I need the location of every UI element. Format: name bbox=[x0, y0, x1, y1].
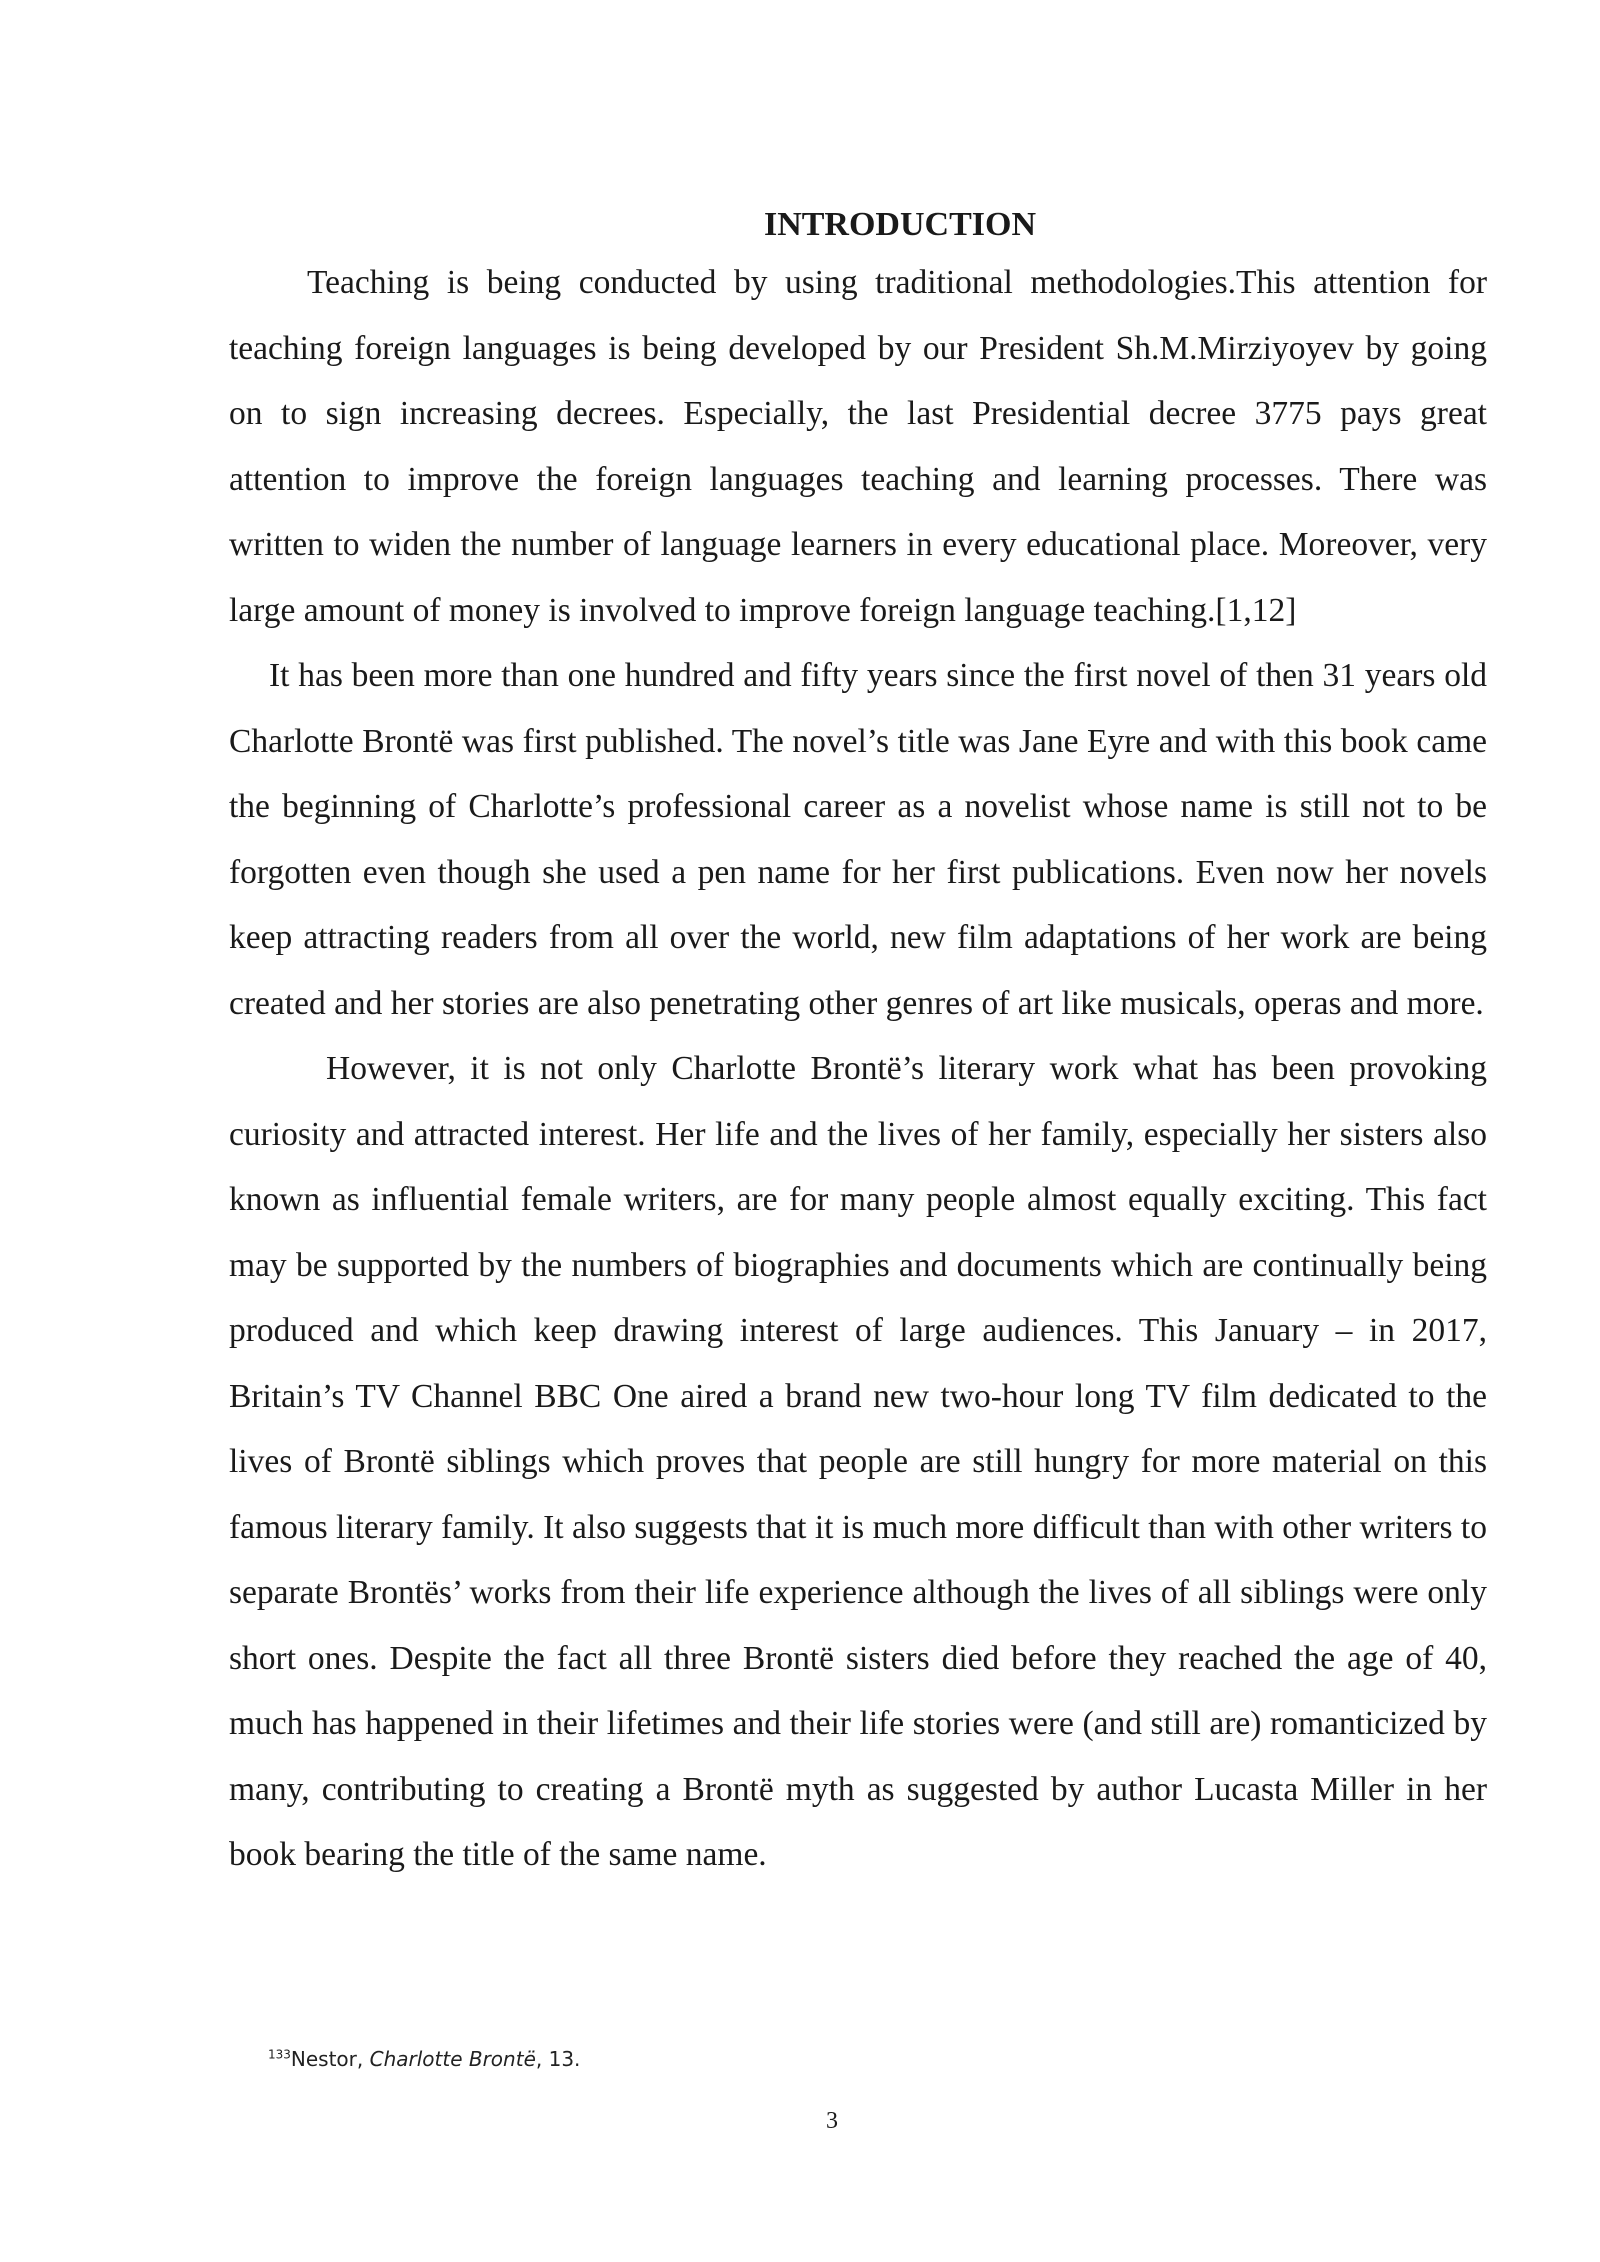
footnote-author: Nestor, bbox=[290, 2047, 370, 2071]
footnote-reference: , 13. bbox=[535, 2047, 581, 2071]
paragraph-1: Teaching is being conducted by using traditional methodologies.This attention for teaching foreign languages is being developed by our President Sh.M.Mirziyoyev by going on to sign increasing decrees. Especially, the last Presidential decree 3775 pays great attention to improve the foreign languages teaching and learning processes. There was written to widen the number of language learners in every educational place. Moreover, very large amount of money is involved to improve foreign language teaching.[1,12] bbox=[229, 264, 1487, 629]
paragraph-3: However, it is not only Charlotte Brontë’s literary work what has been provoking curiosity and attracted interest. Her life and the lives of her family, especially her sisters also known as influential female writers, are for many people almost equally exciting. This fact may be supported by the numbers of biographies and documents which are continually being produced and which keep drawing interest of large audiences. This January – in 2017, Britain’s TV Channel BBC One aired a brand new two-hour long TV film dedicated to the lives of Brontë siblings which proves that people are still hungry for more material on this famous literary family. It also suggests that it is much more difficult than with other writers to separate Brontës’ works from their life experience although the lives of all siblings were only short ones. Despite the fact all three Brontë sisters died before they reached the age of 40, much has happened in their lifetimes and their life stories were (and still are) romanticized by many, contributing to creating a Brontë myth as suggested by author Lucasta Miller in her book bearing the title of the same name. bbox=[229, 1050, 1487, 1873]
body-text bbox=[229, 250, 1487, 1888]
footnote-title: Charlotte Brontë bbox=[369, 2047, 536, 2071]
page-title: INTRODUCTION bbox=[763, 206, 1037, 243]
footnote bbox=[268, 2045, 580, 2073]
paragraph-2: It has been more than one hundred and fifty years since the first novel of then 31 years old Charlotte Brontë was first published. The novel’s title was Jane Eyre and with this book came the beginning of Charlotte’s professional career as a novelist whose name is still not to be forgotten even though she used a pen name for her first publications. Even now her novels keep attracting readers from all over the world, new film adaptations of her work are being created and her stories are also penetrating other genres of art like musicals, operas and more. bbox=[229, 657, 1487, 1022]
footnote-marker: 133 bbox=[268, 2047, 291, 2062]
page-number: 3 bbox=[826, 2108, 838, 2134]
